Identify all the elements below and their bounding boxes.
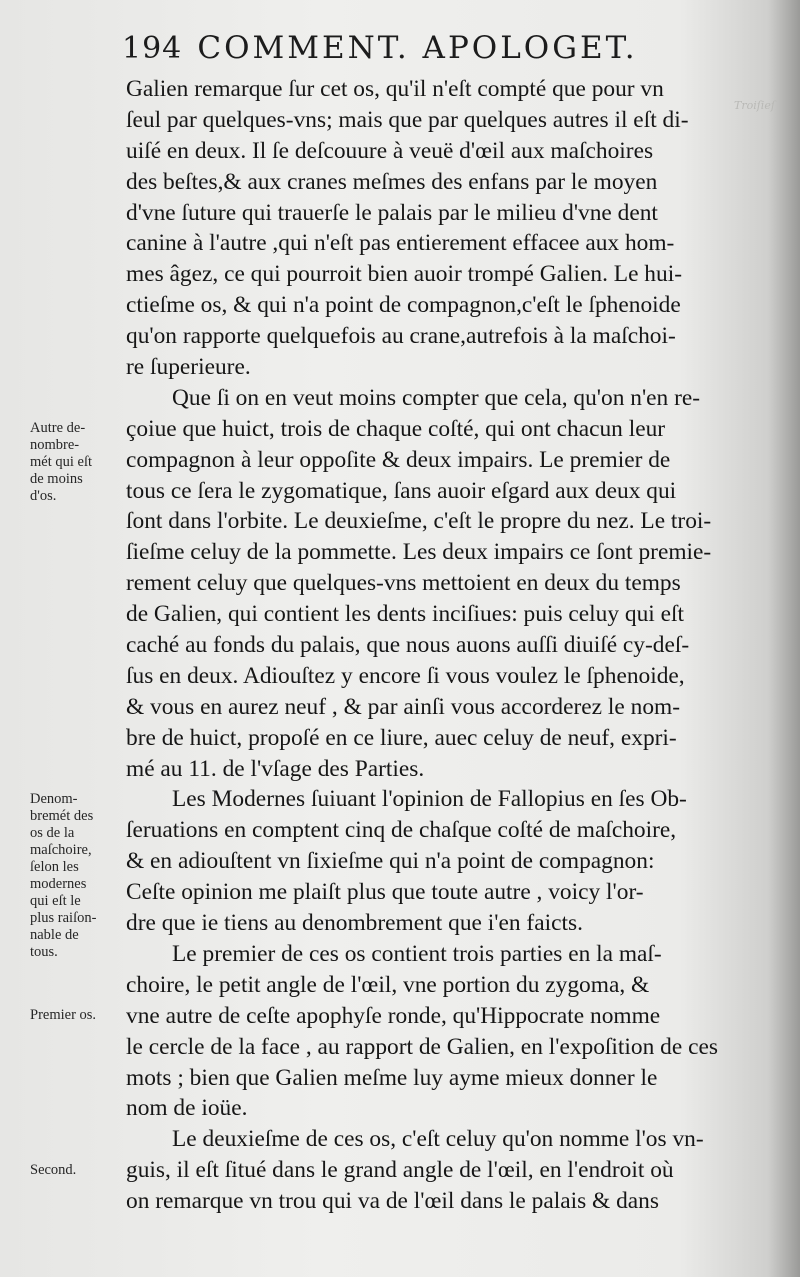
- text-line: ſieſme celuy de la pommette. Les deux impairs ce ſont premie-: [126, 539, 712, 566]
- show-through-text: Troiſieſ: [734, 99, 775, 112]
- text-line: Que ſi on en veut moins compter que cela, qu'on n'en re-: [172, 384, 701, 411]
- text-line: Galien remarque ſur cet os, qu'il n'eſt compté que pour vn: [126, 76, 664, 102]
- margin-note-line: plus raiſon-: [30, 909, 97, 926]
- text-line: caché au fonds du palais, que nous auons auſſi diuiſé cy-deſ-: [126, 632, 690, 659]
- text-line: Ceſte opinion me plaiſt plus que toute autre , voicy l'or-: [126, 879, 644, 906]
- text-line: guis, il eſt ſitué dans le grand angle de l'œil, en l'endroit où: [126, 1157, 674, 1184]
- text-line: ſeruations en comptent cinq de chaſque coſté de maſchoire,: [126, 817, 677, 844]
- text-line: mots ; bien que Galien meſme luy ayme mieux donner le: [126, 1064, 658, 1091]
- text-line: ſont dans l'orbite. Le deuxieſme, c'eſt le propre du nez. Le troi-: [126, 508, 712, 535]
- text-line: compagnon à leur oppoſite & deux impairs. Le premier de: [126, 446, 671, 473]
- margin-note-line: nable de: [30, 926, 79, 943]
- text-line: çoiue que huict, trois de chaque coſté, qui ont chacun leur: [126, 415, 666, 442]
- margin-note-line: os de la: [30, 824, 75, 841]
- text-line: & vous en aurez neuf , & par ainſi vous accorderez le nom-: [126, 693, 681, 720]
- text-line: d'vne ſuture qui trauerſe le palais par le milieu d'vne dent: [126, 199, 658, 226]
- margin-note-line: nombre-: [30, 436, 80, 453]
- text-line: de Galien, qui contient les dents inciſiues: puis celuy qui eſt: [126, 601, 685, 628]
- margin-note-line: Autre de-: [30, 419, 86, 436]
- text-line: rement celuy que quelques-vns mettoient en deux du temps: [126, 570, 681, 597]
- text-line: canine à l'autre ,qui n'eſt pas entierement effacee aux hom-: [126, 230, 675, 257]
- margin-note-line: modernes: [30, 875, 87, 892]
- margin-note-line: qui eſt le: [30, 892, 81, 909]
- text-line: le cercle de la face , au rapport de Galien, en l'expoſition de ces: [126, 1033, 718, 1060]
- page-header: [122, 30, 800, 76]
- margin-note-second: [30, 1162, 130, 1179]
- text-line: choire, le petit angle de l'œil, vne portion du zygoma, &: [126, 971, 650, 998]
- text-line: uiſé en deux. Il ſe deſcouure à veuë d'œil aux maſchoires: [126, 137, 654, 164]
- margin-note-autre-denombrement: [30, 420, 130, 505]
- text-line: Le deuxieſme de ces os, c'eſt celuy qu'on nomme l'os vn-: [172, 1126, 704, 1153]
- text-line: Le premier de ces os contient trois parties en la maſ-: [172, 940, 662, 967]
- margin-note-line: ſelon les: [30, 858, 79, 875]
- text-line: re ſuperieure.: [126, 354, 251, 381]
- margin-note-denombrement-modernes: [30, 791, 130, 961]
- text-line: mes âgez, ce qui pourroit bien auoir trompé Galien. Le hui-: [126, 261, 682, 288]
- main-text: [126, 74, 766, 1217]
- margin-note-line: mét qui eſt: [30, 453, 93, 470]
- margin-note-line: d'os.: [30, 487, 57, 504]
- text-line: qu'on rapporte quelquefois au crane,autrefois à la maſchoi-: [126, 323, 676, 350]
- text-line: & en adiouſtent vn ſixieſme qui n'a point de compagnon:: [126, 848, 655, 875]
- text-line: Les Modernes ſuiuant l'opinion de Fallopius en ſes Ob-: [172, 786, 687, 813]
- margin-note-line: Premier os.: [30, 1007, 97, 1023]
- margin-note-line: Second.: [30, 1161, 77, 1178]
- text-line: des beſtes,& aux cranes meſmes des enfans par le moyen: [126, 168, 658, 195]
- text-line: bre de huict, propoſé en ce liure, auec celuy de neuf, expri-: [126, 724, 677, 751]
- text-line: nom de ioüe.: [126, 1095, 248, 1122]
- margin-note-line: bremét des: [30, 807, 94, 824]
- text-line: mé au 11. de l'vſage des Parties.: [126, 755, 425, 782]
- page-number: 194: [122, 31, 183, 66]
- text-line: vne autre de ceſte apophyſe ronde, qu'Hippocrate nomme: [126, 1002, 661, 1029]
- text-line: ctieſme os, & qui n'a point de compagnon,c'eſt le ſphenoide: [126, 292, 681, 319]
- text-line: on remarque vn trou qui va de l'œil dans le palais & dans: [126, 1188, 659, 1215]
- margin-note-premier-os: [30, 1007, 130, 1024]
- text-line: ſus en deux. Adiouſtez y encore ſi vous voulez le ſphenoide,: [126, 662, 685, 689]
- text-line: tous ce ſera le zygomatique, ſans auoir eſgard aux deux qui: [126, 477, 677, 504]
- margin-note-line: Denom-: [30, 790, 78, 807]
- text-line: ſeul par quelques-vns; mais que par quelques autres il eſt di-: [126, 106, 689, 133]
- margin-note-line: tous.: [30, 943, 58, 960]
- margin-note-line: de moins: [30, 470, 83, 487]
- margin-note-line: maſchoire,: [30, 841, 92, 858]
- text-line: dre que ie tiens au denombrement que i'en faicts.: [126, 910, 583, 937]
- running-title: COMMENT. APOLOGET.: [197, 30, 638, 66]
